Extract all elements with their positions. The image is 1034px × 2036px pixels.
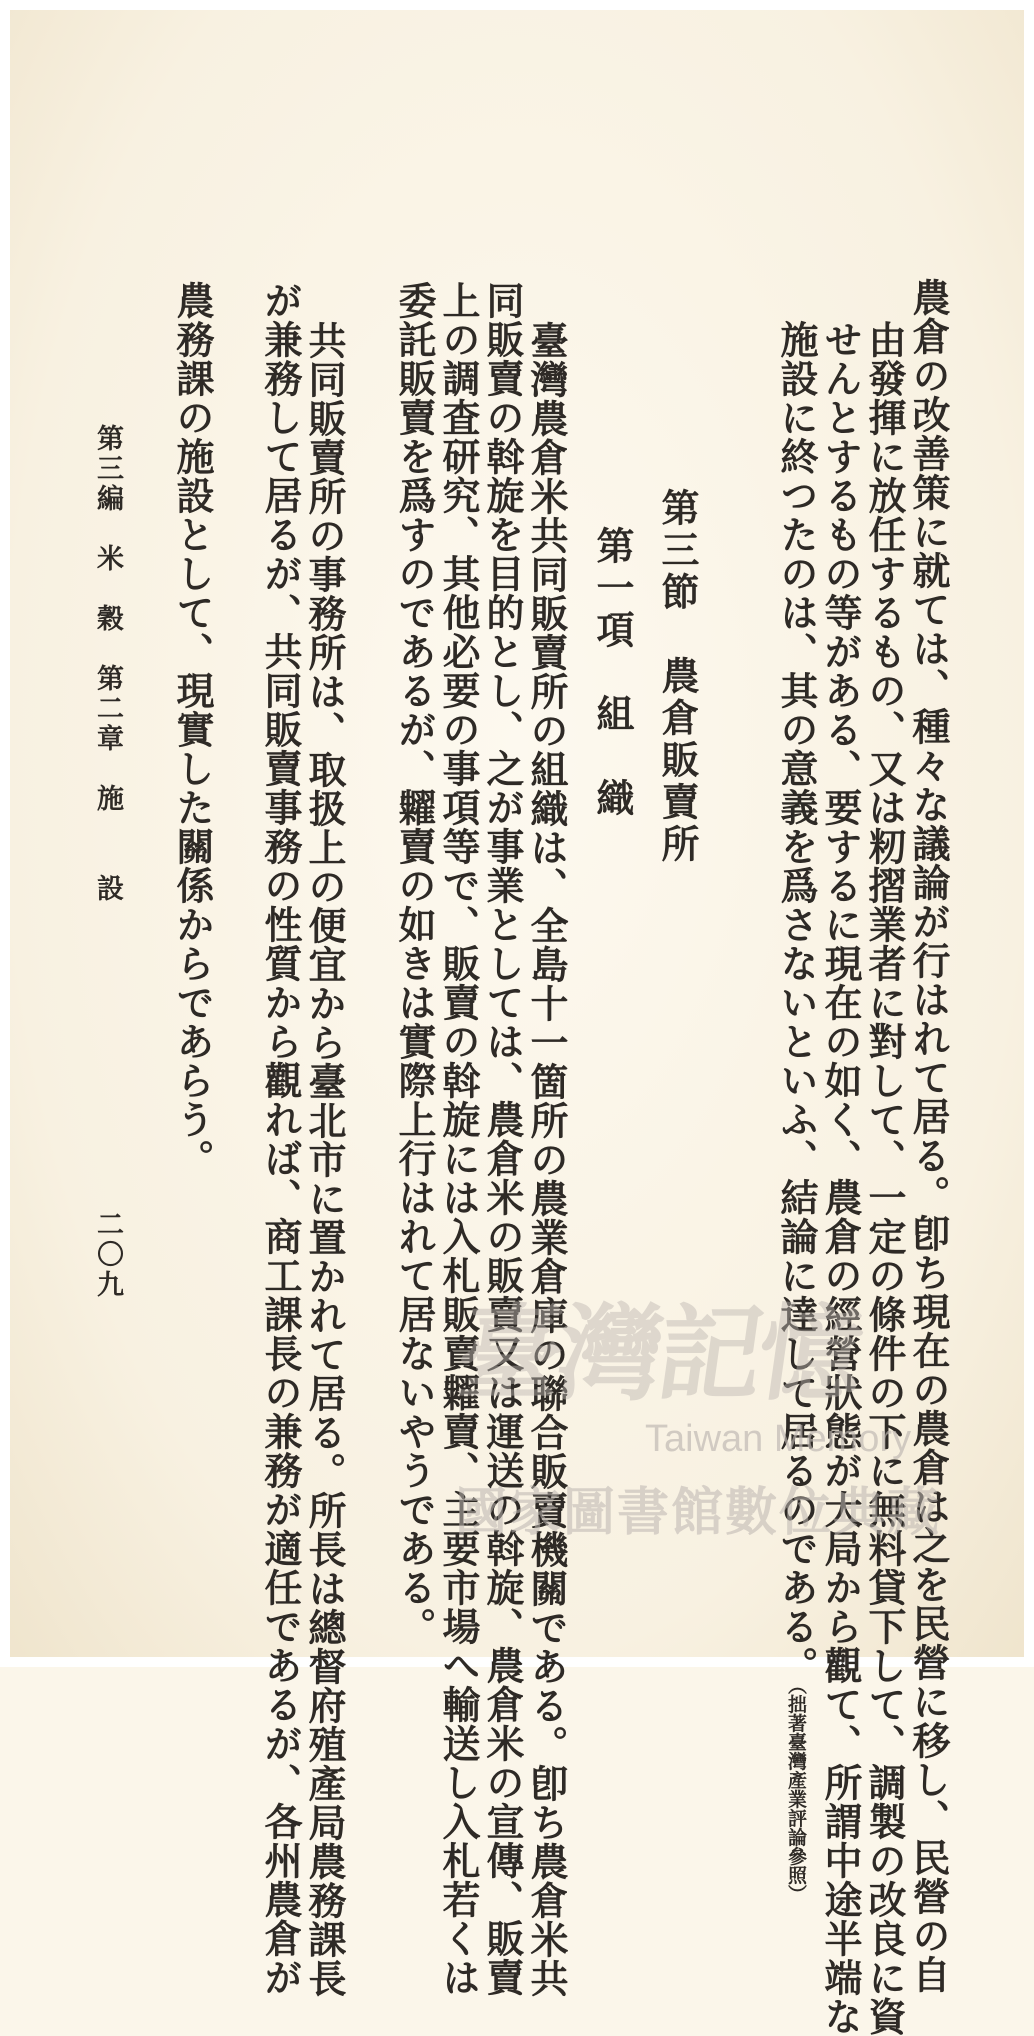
text-column-11: 共同販賣所の事務所は、取扱上の便宜から臺北市に置かれて居る。所長は總督府殖產局農務課長 — [302, 321, 347, 1998]
scan-border-right — [1024, 0, 1034, 1667]
text-column-10: 委託販賣を爲すのであるが、糶賣の如きは實際上行はれて居ないやうである。 — [392, 281, 437, 1646]
text-column-7: 臺灣農倉米共同販賣所の組織は、全島十一箇所の農業倉庫の聯合販賣機關である。卽ち農倉米共 — [524, 321, 569, 1998]
column-4-text: 施設に終つたのは、其の意義を爲さないといふ、結論に達して居るのである。 — [774, 320, 819, 1685]
watermark-library: 國家圖書館數位典藏 — [455, 1483, 942, 1543]
text-column-1: 農倉の改善策に就ては、種々な議論が行はれて居る。卽ち現在の農倉は之を民營に移し、民營の自 — [906, 278, 951, 1994]
watermark-english: Taiwan Memory — [645, 1418, 912, 1460]
text-column-9: 上の調査研究、其他必要の事項等で、販賣の斡旋には入札販賣糶賣、主要市場へ輸送し入札若くは — [436, 281, 481, 1997]
subsection-heading: 第一項 組 織 — [590, 526, 635, 820]
watermark-script: 臺灣記憶 — [450, 1292, 868, 1415]
section-heading: 第三節 農倉販賣所 — [655, 488, 700, 866]
scan-border-top — [0, 0, 1034, 10]
text-column-8: 同販賣の斡旋を目的とし、之が事業としては、農倉米の販賣又は運送の斡旋、農倉米の宣傳、販賣 — [480, 281, 525, 1997]
text-column-4 — [773, 320, 819, 1904]
running-head: 第三編 米 穀 第二章 施 設 — [92, 424, 123, 904]
text-column-2: 由發揮に放任するもの、又は籾摺業者に對して、一定の條件の下に無料貸下して、調製の改良に資 — [862, 320, 907, 2036]
text-column-3: せんとするもの等がある、要するに現在の如く、農倉の經營狀態が大局から觀て、所謂中途半端な — [818, 320, 863, 2036]
citation-note: （拙著臺灣產業評論參照） — [785, 1685, 807, 1904]
page-number: 二〇九 — [92, 1210, 123, 1300]
text-column-13: 農務課の施設として、現實した關係からであらう。 — [170, 281, 215, 1178]
text-column-12: が兼務して居るが、共同販賣事務の性質から觀れば、商工課長の兼務が適任であるが、各州農倉が — [258, 281, 303, 1997]
scan-border-left — [0, 0, 10, 1667]
